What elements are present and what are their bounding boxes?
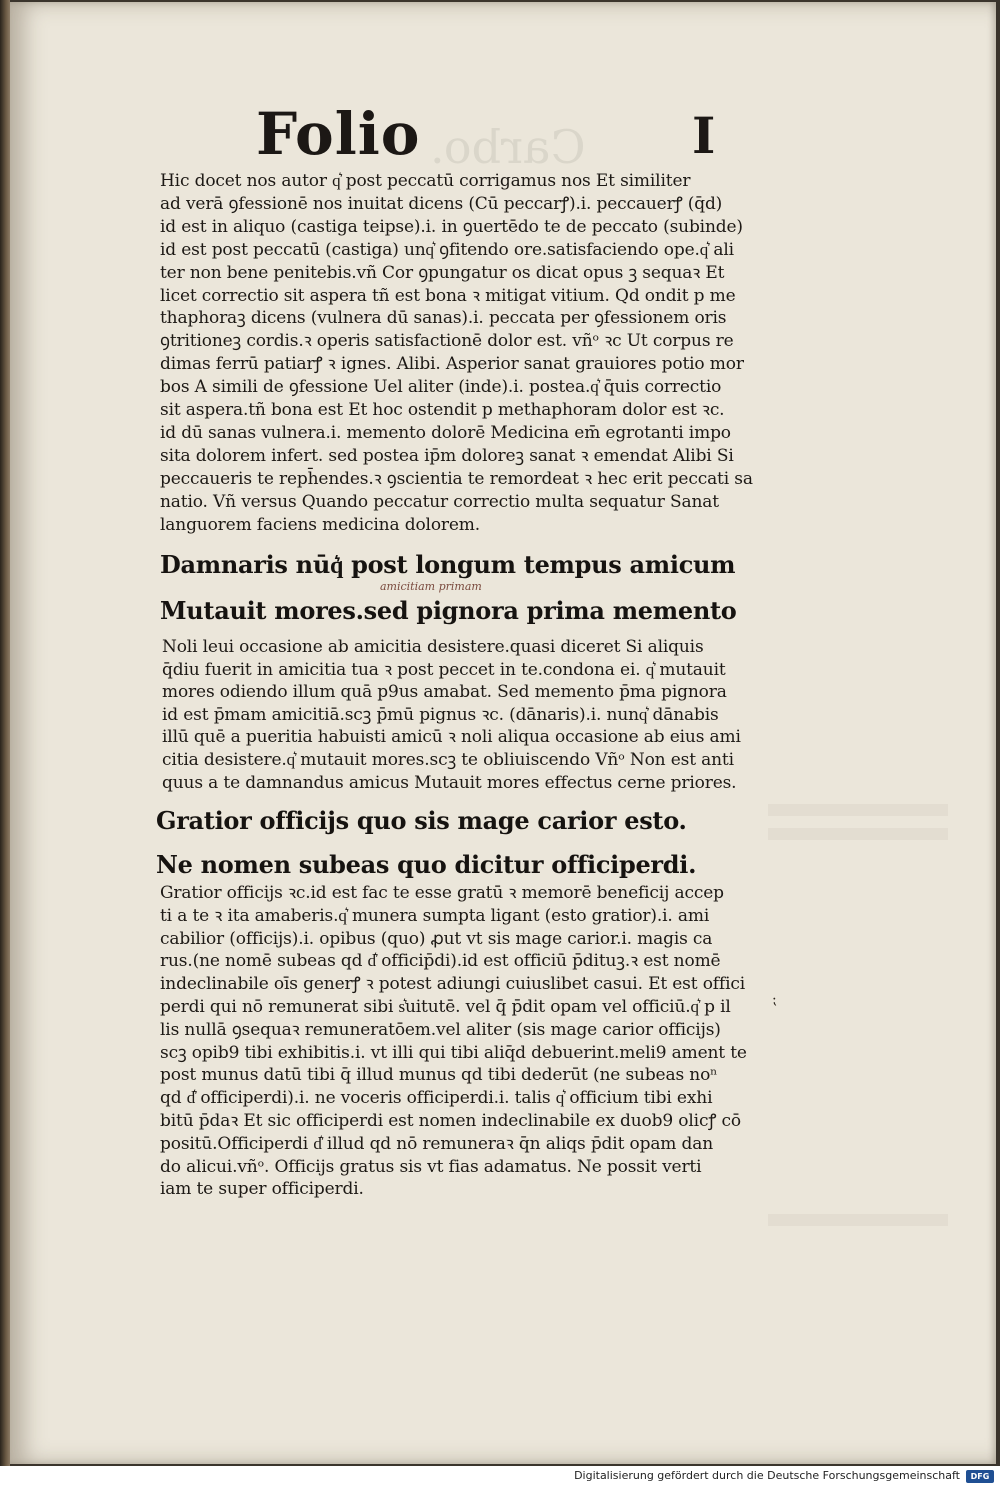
verse-line: Mutauit mores.sed pignora prima memento — [160, 596, 737, 625]
text-line: ter non bene penitebis.vñ Cor ꝯpungatur os dicat opus ꝫ sequaꝛ Et — [160, 262, 725, 283]
text-line: rus.(ne nomē subeas qd d͛ officip̄di).id est officiū p̄dituꝫ.ꝛ est nomē — [160, 951, 721, 972]
verse-line: Gratior officijs quo sis mage carior esto. — [156, 806, 687, 835]
funding-credit: Digitalisierung gefördert durch die Deutsche Forschungsgemeinschaft — [574, 1469, 960, 1482]
bleed-through-line — [768, 1214, 948, 1226]
verse-line: Damnaris nūq͛ post longum tempus amicum — [160, 550, 736, 579]
text-line: iam te super officiperdi. — [160, 1179, 364, 1200]
text-line: scꝫ opib9 tibi exhibitis.i. vt illi qui tibi aliq̄d debuerint.meli9 ament te — [160, 1042, 747, 1063]
folio-number: I — [692, 106, 716, 165]
book-page — [10, 2, 996, 1464]
text-line: bos A simili de ꝯfessione Uel aliter (inde).i. postea.q͛ q̄uis correctio — [160, 377, 722, 398]
text-line: thaphoraꝫ dicens (vulnera dū sanas).i. peccata per ꝯfessionem oris — [160, 308, 727, 329]
folio-heading: Folio — [256, 100, 421, 168]
text-line: ꝯtritioneꝫ cordis.ꝛ operis satisfactionē dolor est. vñᵒ ꝛc Ut corpus re — [160, 331, 734, 352]
text-line: natio. Vñ versus Quando peccatur correctio multa sequatur Sanat — [160, 491, 719, 512]
text-line: q̄diu fuerit in amicitia tua ꝛ post peccet in te.condona ei. q͛ mutauit — [162, 659, 726, 680]
text-line: languorem faciens medicina dolorem. — [160, 514, 481, 535]
text-line: cabilior (officijs).i. opibus (quo) ꝓut vt sis mage carior.i. magis ca — [160, 928, 713, 949]
dfg-logo-icon: DFG — [966, 1470, 994, 1483]
text-line: citia desistere.q͛ mutauit mores.scꝫ te obliuiscendo Vñᵒ Non est anti — [162, 750, 734, 770]
marginal-mark-icon: ⁏ — [772, 992, 777, 1008]
bleed-through-text: Carbo. — [430, 120, 586, 174]
text-line: id est p̄mam amicitiā.scꝫ p̄mū pignus ꝛc. (dānaris).i. nunq͛ dānabis — [162, 704, 719, 725]
text-line: indeclinabile oīs generꝭ ꝛ potest adiungi cuiuslibet casui. Et est offici — [160, 974, 746, 995]
text-line: quus a te damnandus amicus Mutauit mores effectus cerne priores. — [162, 772, 737, 793]
book-board-edge — [0, 0, 10, 1466]
text-line: post munus datū tibi q̄ illud munus qd tibi dederūt (ne subeas noⁿ — [160, 1065, 718, 1086]
text-line: do alicui.vñᵒ. Officijs gratus sis vt fias adamatus. Ne possit verti — [160, 1156, 702, 1177]
text-line: id est post peccatū (castiga) unq͛ ꝯfitendo ore.satisfaciendo ope.q͛ ali — [160, 239, 734, 260]
verse-line: Ne nomen subeas quo dicitur officiperdi. — [156, 850, 697, 879]
text-line: peccaueris te reph̄endes.ꝛ ꝯscientia te remordeat ꝛ hec erit peccati sa — [160, 468, 753, 489]
text-line: ti a te ꝛ ita amaberis.q͛ munera sumpta ligant (esto gratior).i. ami — [160, 905, 710, 926]
text-line: mores odiendo illum quā p9us amabat. Sed memento p̄ma pignora — [162, 682, 727, 703]
text-line: Gratior officijs ꝛc.id est fac te esse gratū ꝛ memorē beneficij accep — [160, 883, 724, 903]
text-line: perdi qui nō remunerat sibi s͛uitutē. vel q̄ p̄dit opam vel officiū.q͛ p il — [160, 997, 731, 1017]
text-line: id dū sanas vulnera.i. memento dolorē Medicina em̄ egrotanti impo — [160, 422, 731, 443]
text-line: positū.Officiperdi d͛ illud qd nō remuneraꝛ q̄n aliqs p̄dit opam dan — [160, 1133, 714, 1154]
text-line: licet correctio sit aspera tñ est bona ꝛ mitigat vitium. Qd ondit p me — [160, 285, 736, 306]
text-line: sita dolorem infert. sed postea ip̄m doloreꝫ sanat ꝛ emendat Alibi Si — [160, 445, 734, 466]
marginal-gloss: amicitiam primam — [380, 580, 482, 593]
text-line: sit aspera.tñ bona est Et hoc ostendit p methaphoram dolor est ꝛc. — [160, 400, 725, 420]
text-line: dimas ferrū patiarꝭ ꝛ ignes. Alibi. Asperior sanat grauiores potio mor — [160, 354, 744, 375]
text-line: id est in aliquo (castiga teipse).i. in ꝯuertēdo te de peccato (subinde) — [160, 216, 743, 237]
bleed-through-line — [768, 804, 948, 816]
text-line: illū quē a pueritia habuisti amicū ꝛ noli aliqua occasione ab eius ami — [162, 727, 741, 748]
text-line: bitū p̄daꝛ Et sic officiperdi est nomen indeclinabile ex duob9 olicꝭ cō — [160, 1111, 741, 1131]
text-line: qd d͛ officiperdi).i. ne voceris officiperdi.i. talis q͛ officium tibi exhi — [160, 1088, 713, 1109]
digitization-footer — [0, 1466, 1000, 1488]
text-line: ad verā ꝯfessionē nos inuitat dicens (Cū peccarꝭ).i. peccauerꝭ (q̄d) — [160, 193, 723, 214]
text-line: lis nullā ꝯsequaꝛ remuneratōem.vel aliter (sis mage carior officijs) — [160, 1019, 721, 1040]
text-line: Hic docet nos autor q͛ post peccatū corrigamus nos Et similiter — [160, 171, 691, 191]
text-line: Noli leui occasione ab amicitia desistere.quasi diceret Si aliquis — [162, 637, 704, 657]
bleed-through-line — [768, 828, 948, 840]
